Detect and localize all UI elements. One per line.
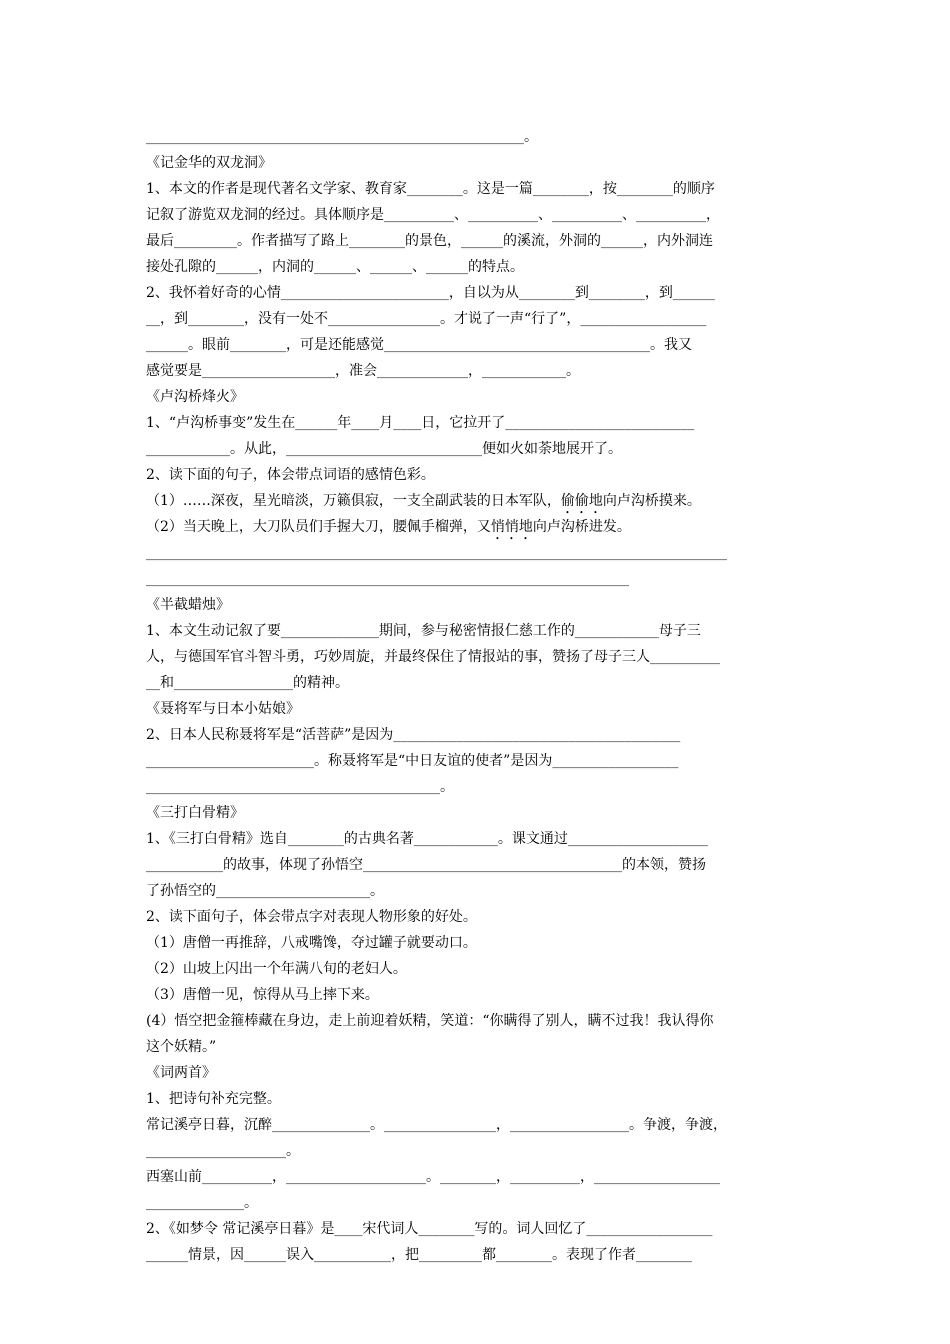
text-line: 1、本文的作者是现代著名文学家、教育家________。这是一篇________，按________的顺序: [146, 181, 715, 197]
text-line: 这个妖精。”: [146, 1039, 217, 1055]
text-line: 最后_________。作者描写了路上________的景色，______的溪流，外洞的______，内外洞连: [146, 233, 713, 249]
text-line: 感觉要是___________________，准会_____________，____________。: [146, 363, 580, 379]
section-title: 《词两首》: [146, 1065, 216, 1081]
sentence-text: 向卢沟桥摸来。: [602, 493, 701, 509]
answer-line: _____________________________________________________________________: [146, 571, 629, 587]
sentence-text: 向卢沟桥进发。: [532, 519, 631, 535]
text-line: __和_________________的精神。: [146, 675, 349, 691]
text-line: （1）唐僧一再推辞，八戒嘴馋，夺过罐子就要动口。: [146, 935, 477, 951]
example-sentence-1: [146, 488, 808, 514]
text-line: ____________。从此，____________________________便如火如荼地展开了。: [146, 441, 622, 457]
text-line: __________________________________________。: [146, 779, 454, 795]
text-line: 常记溪亭日暮，沉醉______________。________________，_________________。争渡，争渡，: [146, 1117, 727, 1133]
text-line: 1、把诗句补充完整。: [146, 1091, 281, 1107]
text-line: （3）唐僧一见，惊得从马上摔下来。: [146, 987, 379, 1003]
text-line: 西塞山前__________，____________________。________，__________，__________________: [146, 1169, 720, 1185]
text-line: ______________________________________________________。: [146, 129, 538, 145]
text-line: （2）山坡上闪出一个年满八旬的老妇人。: [146, 961, 407, 977]
dotted-word: 偷偷地: [560, 493, 603, 509]
answer-line: ___________________________________________________________________________________: [146, 545, 727, 561]
text-line: (4）悟空把金箍棒藏在身边，走上前迎着妖精，笑道：“你瞒得了别人，瞒不过我！我认得你: [146, 1013, 714, 1029]
text-line: 1、本文生动记叙了要______________期间，参与秘密情报仁慈工作的____________母子三: [146, 623, 701, 639]
text-line: 2、日本人民称聂将军是“活菩萨”是因为_________________________________________: [146, 727, 681, 743]
text-line: 2、《如梦令 常记溪亭日暮》是____宋代词人________写的。词人回忆了__________________: [146, 1221, 713, 1237]
section-title: 《记金华的双龙洞》: [146, 155, 272, 171]
text-line: 记叙了游览双龙洞的经过。具体顺序是__________、__________、__________、__________，: [146, 207, 720, 223]
text-line: ______。眼前________，可是还能感觉______________________________________。我又: [146, 337, 692, 353]
section-title: 《半截蜡烛》: [146, 597, 230, 613]
text-line: 接处孔隙的______，内洞的______、______、______的特点。: [146, 259, 524, 275]
dotted-word: 悄悄地: [490, 519, 533, 535]
text-line: ___________的故事，体现了孙悟空_____________________________________的本领，赞扬: [146, 857, 706, 873]
text-line: ________________________。称聂将军是“中日友谊的使者”是因为__________________: [146, 753, 679, 769]
example-sentence-2: [146, 514, 808, 540]
text-line: 1、“卢沟桥事变”发生在______年____月____日，它拉开了___________________________: [146, 415, 695, 431]
text-line: 2、读下面句子，体会带点字对表现人物形象的好处。: [146, 909, 477, 925]
section-title: 《三打白骨精》: [146, 805, 244, 821]
section-title: 《聂将军与日本小姑娘》: [146, 701, 300, 717]
sentence-text: （1）……深夜，星光暗淡，万籁俱寂，一支全副武装的日本军队，: [146, 493, 561, 509]
text-line: ______情景，因______误入___________，把_________都________。表现了作者________: [146, 1247, 692, 1263]
sentence-text: （2）当天晚上，大刀队员们手握大刀，腰佩手榴弹，又: [146, 519, 491, 535]
text-line: __，到________，没有一处不________________。才说了一声“行了”，__________________: [146, 311, 707, 327]
text-line: ______________。: [146, 1195, 258, 1211]
text-line: 1、《三打白骨精》选自________的古典名著____________。课文通过____________________: [146, 831, 708, 847]
section-title: 《卢沟桥烽火》: [146, 389, 244, 405]
text-line: 2、我怀着好奇的心情________________________，自以为从________到________，到______: [146, 285, 715, 301]
worksheet-page: [146, 124, 808, 1268]
text-line: ____________________。: [146, 1143, 300, 1159]
text-line: 了孙悟空的______________________。: [146, 883, 384, 899]
text-line: 2、读下面的句子，体会带点词语的感情色彩。: [146, 467, 435, 483]
text-line: 人，与德国军官斗智斗勇，巧妙周旋，并最终保住了情报站的事，赞扬了母子三人__________: [146, 649, 720, 665]
